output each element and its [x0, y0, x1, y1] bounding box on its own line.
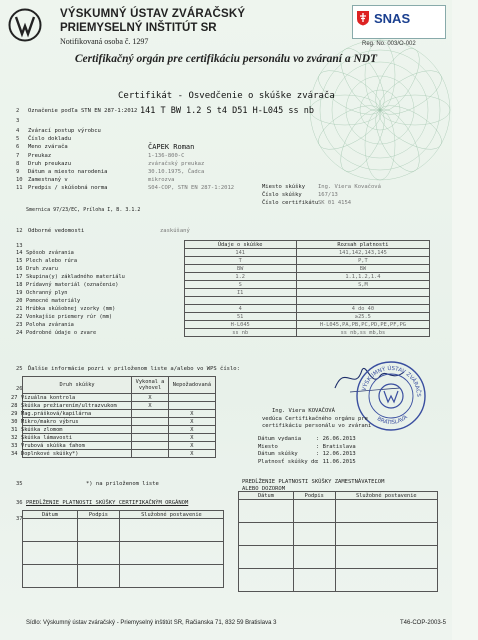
extension-role-cell [335, 523, 437, 546]
spec-label-cell [16, 265, 184, 273]
snas-badge [352, 5, 446, 39]
spec-label-cell [16, 249, 184, 257]
tests-row [23, 394, 216, 402]
spec-test-value: 4 [184, 305, 296, 313]
tests-label-cell [11, 450, 132, 458]
field-label: Druh preukazu [28, 161, 72, 167]
extension-row [239, 546, 438, 569]
notified-body: Notifikovaná osoba č. 1297 [60, 37, 149, 46]
extension-row [239, 500, 438, 523]
col-date: Dátum [23, 511, 78, 519]
exam-info-value: Ing. Viera Kovačová [318, 184, 381, 190]
exam-info-value: 167/13 [318, 192, 338, 198]
spec-range-value: H-L045,PA,PB,PC,PD,PE,PF,PG [296, 321, 429, 329]
validity-value: : 26.06.2013 [316, 436, 356, 442]
spec-test-value: H-L045 [184, 321, 296, 329]
certificate-title: Certifikát - Osvedčenie o skúške zvárača [118, 91, 335, 101]
extension-date-cell [239, 569, 294, 592]
extension-sign-cell [77, 542, 119, 565]
spec-test-value [184, 297, 296, 305]
extension-sign-cell [77, 519, 119, 542]
institute-name-line2: PRIEMYSELNÝ INŠTITÚT SR [60, 22, 217, 34]
col-sign: Podpis [293, 492, 335, 500]
spec-row [22, 305, 430, 313]
row-number: 10 [16, 177, 23, 183]
signatory-name: Ing. Viera KOVAČOVÁ [272, 408, 335, 414]
test-done-mark [132, 418, 169, 426]
row-number: 9 [16, 169, 20, 175]
svg-text:BRATISLAVA: BRATISLAVA [375, 414, 409, 427]
col-sign: Podpis [77, 511, 119, 519]
spec-range-value: 141,142,143,145 [296, 249, 429, 257]
test-done-mark: X [132, 402, 169, 410]
row-number: 34 [11, 450, 18, 457]
tests-row [23, 426, 216, 434]
tests-row [23, 410, 216, 418]
field-label: Dátum a miesto narodenia [28, 169, 108, 175]
extension-header [239, 492, 438, 500]
signatory-role-line1: vedúca Certifikačného orgánu pre [262, 416, 368, 422]
test-done-mark [132, 426, 169, 434]
spacer-cell [22, 241, 184, 249]
tests-label-cell [11, 434, 132, 442]
test-not-mark: X [168, 450, 215, 458]
spec-range-value: ss nb,ss mb,bs [296, 329, 429, 337]
extension-sign-cell [293, 546, 335, 569]
validity-value: : Bratislava [316, 443, 356, 450]
test-done-mark [132, 450, 169, 458]
spec-label: Hrúbka skúšobnej vzorky (mm) [26, 305, 116, 312]
row-number: 22 [16, 313, 23, 320]
test-not-mark: X [168, 434, 215, 442]
snas-label: SNAS [374, 11, 411, 26]
extension-row [23, 542, 224, 565]
spec-range-value: P,T [296, 257, 429, 265]
additional-info-label: Ďalšie informácie pozri v priloženom liste a/alebo vo WPS číslo: [28, 366, 240, 372]
attached-sheet-note: *) na priloženom liste [86, 481, 159, 487]
test-not-mark [168, 402, 215, 410]
row-number: 26 [16, 386, 23, 392]
extension-date-cell [239, 546, 294, 569]
test-done-mark [132, 410, 169, 418]
extension-role-cell [119, 519, 223, 542]
test-done-mark [132, 442, 169, 450]
test-name: Skúška prežiarením/ultrazvukom [21, 402, 117, 409]
test-done-mark [132, 434, 169, 442]
row-number: 4 [16, 128, 20, 134]
row-number: 6 [16, 144, 20, 150]
spec-row [22, 265, 430, 273]
test-name: Mikro/makro výbrus [21, 418, 79, 425]
extension-role-cell [335, 546, 437, 569]
row-number: 30 [11, 418, 18, 425]
spec-range-value [296, 297, 429, 305]
extension-by-cb-title: PREDĹŽENIE PLATNOSTI SKÚŠKY CERTIFIKAČNÝM ORGÁNOM [26, 500, 189, 506]
knowledge-value: zaskúšaný [160, 228, 190, 234]
field-label: Číslo dokladu [28, 136, 72, 142]
row-number: 19 [16, 289, 23, 296]
spec-test-value: 1.2 [184, 273, 296, 281]
validity-label: Miesto [258, 443, 278, 450]
field-value: 1-136-800-C [148, 153, 185, 159]
spec-label: Pomocné materiály [26, 297, 81, 304]
spec-label-cell [16, 305, 184, 313]
validity-value: : 12.06.2013 [316, 451, 356, 457]
field-value: 30.10.1975, Čadca [148, 169, 205, 175]
row-number: 20 [16, 297, 23, 304]
field-label: Označenie podľa STN EN 287-1:2012 [28, 108, 138, 114]
knowledge-label: Odborné vedomosti [28, 228, 85, 234]
extension-row [239, 569, 438, 592]
tests-label-cell [11, 418, 132, 426]
spec-col-range: Rozsah platnosti [296, 241, 429, 249]
extension-sign-cell [293, 523, 335, 546]
extension-date-cell [23, 542, 78, 565]
tests-label-cell [11, 394, 132, 402]
row-number: 8 [16, 161, 20, 167]
extension-row [239, 523, 438, 546]
spec-label: Druh zvaru [26, 265, 58, 272]
extension-role-cell [119, 542, 223, 565]
validity-value: : 11.06.2015 [316, 458, 356, 465]
tests-row [23, 442, 216, 450]
spec-label-cell [16, 297, 184, 305]
row-number: 37 [16, 516, 23, 522]
test-name: Doplnkové skúšky*) [21, 450, 79, 457]
test-name: Skúška lámavosti [21, 434, 73, 441]
spec-range-value: 1.1,1.2,1.4 [296, 273, 429, 281]
spec-range-value: BW [296, 265, 429, 273]
spec-label-cell [16, 281, 184, 289]
row-number: 23 [16, 321, 23, 328]
row-number: 17 [16, 273, 23, 280]
spec-test-value: 141 [184, 249, 296, 257]
row-number: 2 [16, 108, 20, 114]
spec-row [22, 297, 430, 305]
row-number: 21 [16, 305, 23, 312]
spec-label-cell [16, 321, 184, 329]
extension-date-cell [239, 523, 294, 546]
row-number: 25 [16, 366, 23, 372]
extension-date-cell [239, 500, 294, 523]
spec-row [22, 313, 430, 321]
spec-label: Vonkajšie priemery rúr (mm) [26, 313, 113, 320]
row-number: 14 [16, 249, 23, 256]
spec-label: Prídavný materiál (označenie) [26, 281, 119, 288]
spec-range-value: 4 do 40 [296, 305, 429, 313]
spec-row [22, 257, 430, 265]
row-number: 24 [16, 329, 23, 336]
test-name: Vizuálna kontrola [21, 394, 76, 401]
tests-row [23, 418, 216, 426]
extension-table-cb [22, 510, 224, 588]
tests-row [23, 450, 216, 458]
spec-label: Skupina(y) základného materiálu [26, 273, 125, 280]
tests-header [23, 377, 216, 394]
spec-label-cell [16, 329, 184, 337]
spec-row [22, 273, 430, 281]
spec-test-value: I1 [184, 289, 296, 297]
validity-label: Platnosť skúšky do [258, 458, 318, 465]
spec-label: Spôsob zvárania [26, 249, 74, 256]
spec-label: Ochranný plyn [26, 289, 68, 296]
tests-col-not: Nepožadovaná [168, 377, 215, 394]
col-role: Služobné postavenie [335, 492, 437, 500]
extension-sign-cell [77, 565, 119, 588]
spec-test-value: BW [184, 265, 296, 273]
certification-body-title: Certifikačný orgán pre certifikáciu personálu vo zváraní a NDT [74, 53, 378, 65]
field-label: Zamestnaný v [28, 177, 68, 183]
spec-col-test: Údaje o skúške [184, 241, 296, 249]
tests-row [23, 402, 216, 410]
vuz-logo [8, 8, 42, 42]
spec-row [22, 281, 430, 289]
spec-label: Poloha zvárania [26, 321, 74, 328]
exam-info-label: Miesto skúšky [262, 184, 306, 190]
validity-label: Dátum skúšky [258, 451, 298, 457]
spec-label: Podrobné údaje o zvare [26, 329, 97, 336]
field-value: S04-COP, STN EN 287-1:2012 [148, 185, 235, 191]
spec-row [22, 249, 430, 257]
field-value: ČAPEK Roman [148, 143, 195, 151]
spec-row [22, 329, 430, 337]
spec-row [22, 289, 430, 297]
extension-sign-cell [293, 500, 335, 523]
spec-test-value: 51 [184, 313, 296, 321]
spec-row [22, 321, 430, 329]
institute-name-line1: VÝSKUMNÝ ÚSTAV ZVÁRAČSKÝ [60, 8, 246, 20]
form-number: T46-COP-2003-5 [400, 620, 447, 626]
svg-text:VÝSKUMNÝ ÚSTAV ZVÁRAČSKÝ: VÝSKUMNÝ ÚSTAV ZVÁRAČS [361, 365, 422, 397]
extension-date-cell [23, 565, 78, 588]
test-not-mark: X [168, 442, 215, 450]
spec-range-value [296, 289, 429, 297]
row-number: 27 [11, 394, 18, 401]
row-number: 7 [16, 153, 20, 159]
spec-header [22, 241, 430, 249]
test-name: Vrubová skúška ťahom [21, 442, 85, 449]
extension-row [23, 565, 224, 588]
registration-number: Reg. No. 003/O-002 [362, 41, 416, 47]
row-number: 18 [16, 281, 23, 288]
spec-label-cell [16, 289, 184, 297]
signatory-role-line2: certifikáciu personálu vo zváraní [262, 423, 372, 429]
extension-table-employer [238, 491, 438, 592]
field-label: Zvárací postup výrobcu [28, 128, 101, 134]
spec-label-cell [16, 313, 184, 321]
tests-col-done: Vykonal a vyhovel [132, 377, 169, 394]
spec-test-value: T [184, 257, 296, 265]
spec-label-cell [16, 273, 184, 281]
field-value: zváračský preukaz [148, 161, 205, 167]
extension-row [23, 519, 224, 542]
exam-info-label: Číslo skúšky [262, 192, 302, 198]
exam-info-label: Číslo certifikátu [262, 200, 319, 206]
spec-range-value: ≥25.5 [296, 313, 429, 321]
extension-header [23, 511, 224, 519]
row-number: 35 [16, 481, 23, 487]
test-not-mark [168, 394, 215, 402]
test-done-mark: X [132, 394, 169, 402]
extension-by-employer-title: PREDĹŽENIE PLATNOSTI SKÚŠKY ZAMESTNÁVATEĽOM [242, 479, 385, 485]
test-name: Mag.prášková/kapilárna [21, 410, 92, 417]
tests-label-cell [11, 402, 132, 410]
row-number: 28 [11, 402, 18, 409]
test-not-mark: X [168, 426, 215, 434]
row-number: 15 [16, 257, 23, 264]
spec-label-cell [16, 257, 184, 265]
extension-by-employer-title-2: ALEBO DOZOROM [242, 486, 286, 492]
col-date: Dátum [239, 492, 294, 500]
tests-label-cell [11, 426, 132, 434]
field-label: Meno zvárača [28, 144, 68, 150]
field-value: mikrozva [148, 177, 175, 183]
row-number: 33 [11, 442, 18, 449]
directive-note: Smernica 97/23/EC, Príloha I, B. 3.1.2 [26, 207, 141, 213]
exam-info-value: SK 01 4154 [318, 200, 352, 206]
row-number: 12 [16, 228, 23, 234]
extension-sign-cell [293, 569, 335, 592]
spec-test-value: S [184, 281, 296, 289]
tests-label-cell [11, 410, 132, 418]
extension-role-cell [119, 565, 223, 588]
tests-col-type: Druh skúšky [23, 377, 132, 394]
extension-role-cell [335, 569, 437, 592]
test-not-mark: X [168, 418, 215, 426]
row-number: 13 [16, 243, 23, 249]
extension-date-cell [23, 519, 78, 542]
row-number: 5 [16, 136, 20, 142]
tests-label-cell [11, 442, 132, 450]
test-not-mark: X [168, 410, 215, 418]
row-number: 11 [16, 185, 23, 191]
slovak-coat-of-arms-icon [356, 10, 370, 26]
spec-test-value: ss nb [184, 329, 296, 337]
col-role: Služobné postavenie [119, 511, 223, 519]
tests-row [23, 434, 216, 442]
row-number: 29 [11, 410, 18, 417]
spec-range-value: S,M [296, 281, 429, 289]
test-name: Skúška zlomom [21, 426, 63, 433]
row-number: 32 [11, 434, 18, 441]
field-label: Preukaz [28, 153, 52, 159]
field-label: Predpis / skúšobná norma [28, 185, 108, 191]
row-number: 36 [16, 500, 23, 506]
extension-role-cell [335, 500, 437, 523]
row-number: 31 [11, 426, 18, 433]
spec-label: Plech alebo rúra [26, 257, 78, 264]
validity-label: Dátum vydania [258, 436, 302, 442]
field-value: 141 T BW 1.2 S t4 D51 H-L045 ss nb [140, 106, 314, 116]
row-number: 16 [16, 265, 23, 272]
row-number: 3 [16, 118, 20, 124]
footer-address: Sídlo: Výskumný ústav zváračský - Priemyselný inštitút SR, Račianska 71, 832 59 Bratislava 3 [26, 620, 277, 626]
